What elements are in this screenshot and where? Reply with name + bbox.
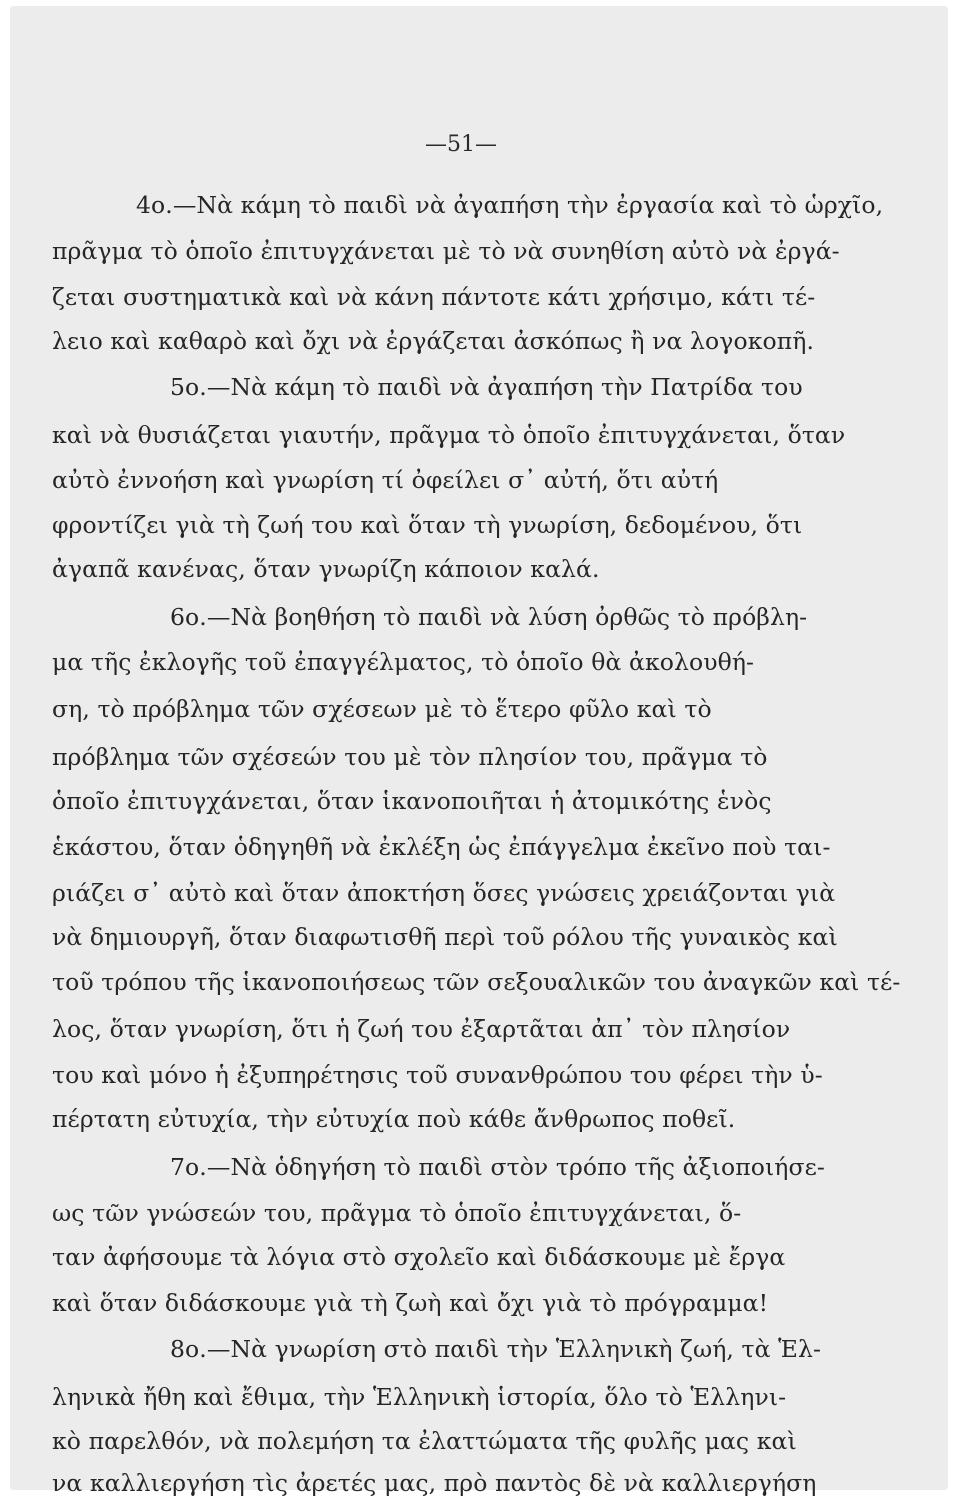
- text-line: 4ο.—Νὰ κάμη τὸ παιδὶ νὰ ἀγαπήση τὴν ἐργασία καὶ τὸ ὡρχῖο,: [136, 191, 884, 219]
- text-line: του καὶ μόνο ἡ ἐξυπηρέτησις τοῦ συνανθρώπου του φέρει τὴν ὑ-: [52, 1061, 823, 1089]
- text-line: πρόβλημα τῶν σχέσεών του μὲ τὸν πλησίον του, πρᾶγμα τὸ: [52, 743, 768, 771]
- text-line: ληνικὰ ἤθη καὶ ἔθιμα, τὴν Ἑλληνικὴ ἱστορία, ὅλο τὸ Ἑλληνι-: [52, 1383, 787, 1411]
- text-line: 5ο.—Νὰ κάμη τὸ παιδὶ νὰ ἀγαπήση τὴν Πατρίδα του: [170, 373, 803, 401]
- text-line: νὰ δημιουργῆ, ὅταν διαφωτισθῆ περὶ τοῦ ρόλου τῆς γυναικὸς καὶ: [52, 923, 838, 951]
- text-line: πρᾶγμα τὸ ὁποῖο ἐπιτυγχάνεται μὲ τὸ νὰ συνηθίση αὐτὸ νὰ ἐργά-: [52, 237, 840, 265]
- text-line: 8ο.—Νὰ γνωρίση στὸ παιδὶ τὴν Ἑλληνικὴ ζωή, τὰ Ἑλ-: [170, 1335, 822, 1363]
- text-line: ως τῶν γνώσεών του, πρᾶγμα τὸ ὁποῖο ἐπιτυγχάνεται, ὅ-: [52, 1199, 742, 1227]
- text-line: κὸ παρελθόν, νὰ πολεμήση τα ἐλαττώματα τῆς φυλῆς μας καὶ: [52, 1427, 797, 1455]
- text-line: λειο καὶ καθαρὸ καὶ ὄχι νὰ ἐργάζεται ἀσκόπως ἢ να λογοκοπῆ.: [52, 327, 815, 355]
- text-line: ση, τὸ πρόβλημα τῶν σχέσεων μὲ τὸ ἕτερο φῦλο καὶ τὸ: [52, 695, 712, 723]
- text-line: 6ο.—Νὰ βοηθήση τὸ παιδὶ νὰ λύση ὀρθῶς τὸ πρόβλη-: [170, 603, 808, 631]
- text-line: πέρτατη εὐτυχία, τὴν εὐτυχία ποὺ κάθε ἄνθρωπος ποθεῖ.: [52, 1105, 736, 1133]
- text-line: φροντίζει γιὰ τὴ ζωή του καὶ ὅταν τὴ γνωρίση, δεδομένου, ὅτι: [52, 511, 803, 539]
- text-line: ζεται συστηματικὰ καὶ νὰ κάνη πάντοτε κάτι χρήσιμο, κάτι τέ-: [52, 283, 816, 311]
- text-line: να καλλιεργήση τὶς ἀρετές μας, πρὸ παντὸς δὲ νὰ καλλιεργήση: [52, 1469, 817, 1497]
- text-line: καὶ ὅταν διδάσκουμε γιὰ τὴ ζωὴ καὶ ὄχι γιὰ τὸ πρόγραμμα!: [52, 1289, 769, 1317]
- text-line: αὐτὸ ἐννοήση καὶ γνωρίση τί ὀφείλει σ᾽ αὐτή, ὅτι αὐτή: [52, 466, 719, 494]
- text-line: ἑκάστου, ὅταν ὁδηγηθῆ νὰ ἐκλέξη ὡς ἐπάγγελμα ἐκεῖνο ποὺ ται-: [52, 833, 831, 861]
- text-line: ὁποῖο ἐπιτυγχάνεται, ὅταν ἱκανοποιῆται ἡ ἀτομικότης ἑνὸς: [52, 787, 772, 815]
- text-line: καὶ νὰ θυσιάζεται γιαυτήν, πρᾶγμα τὸ ὁποῖο ἐπιτυγχάνεται, ὅταν: [52, 421, 846, 449]
- text-line: λος, ὅταν γνωρίση, ὅτι ἡ ζωή του ἐξαρτᾶται ἀπ᾽ τὸν πλησίον: [52, 1015, 791, 1043]
- text-line: μα τῆς ἐκλογῆς τοῦ ἐπαγγέλματος, τὸ ὁποῖο θὰ ἀκολουθή-: [52, 648, 755, 676]
- book-page: [10, 6, 948, 1497]
- text-line: 7ο.—Νὰ ὁδηγήση τὸ παιδὶ στὸν τρόπο τῆς ἀξιοποιήσε-: [170, 1153, 825, 1181]
- text-line: ἀγαπᾶ κανένας, ὅταν γνωρίζη κάποιον καλά.: [52, 555, 600, 583]
- text-line: ριάζει σ᾽ αὐτὸ καὶ ὅταν ἀποκτήση ὅσες γνώσεις χρειάζονται γιὰ: [52, 879, 836, 907]
- text-line: τοῦ τρόπου τῆς ἱκανοποιήσεως τῶν σεξουαλικῶν του ἀναγκῶν καὶ τέ-: [52, 968, 901, 996]
- text-line: ταν ἀφήσουμε τὰ λόγια στὸ σχολεῖο καὶ διδάσκουμε μὲ ἔργα: [52, 1243, 786, 1271]
- page-number: —51—: [425, 132, 497, 157]
